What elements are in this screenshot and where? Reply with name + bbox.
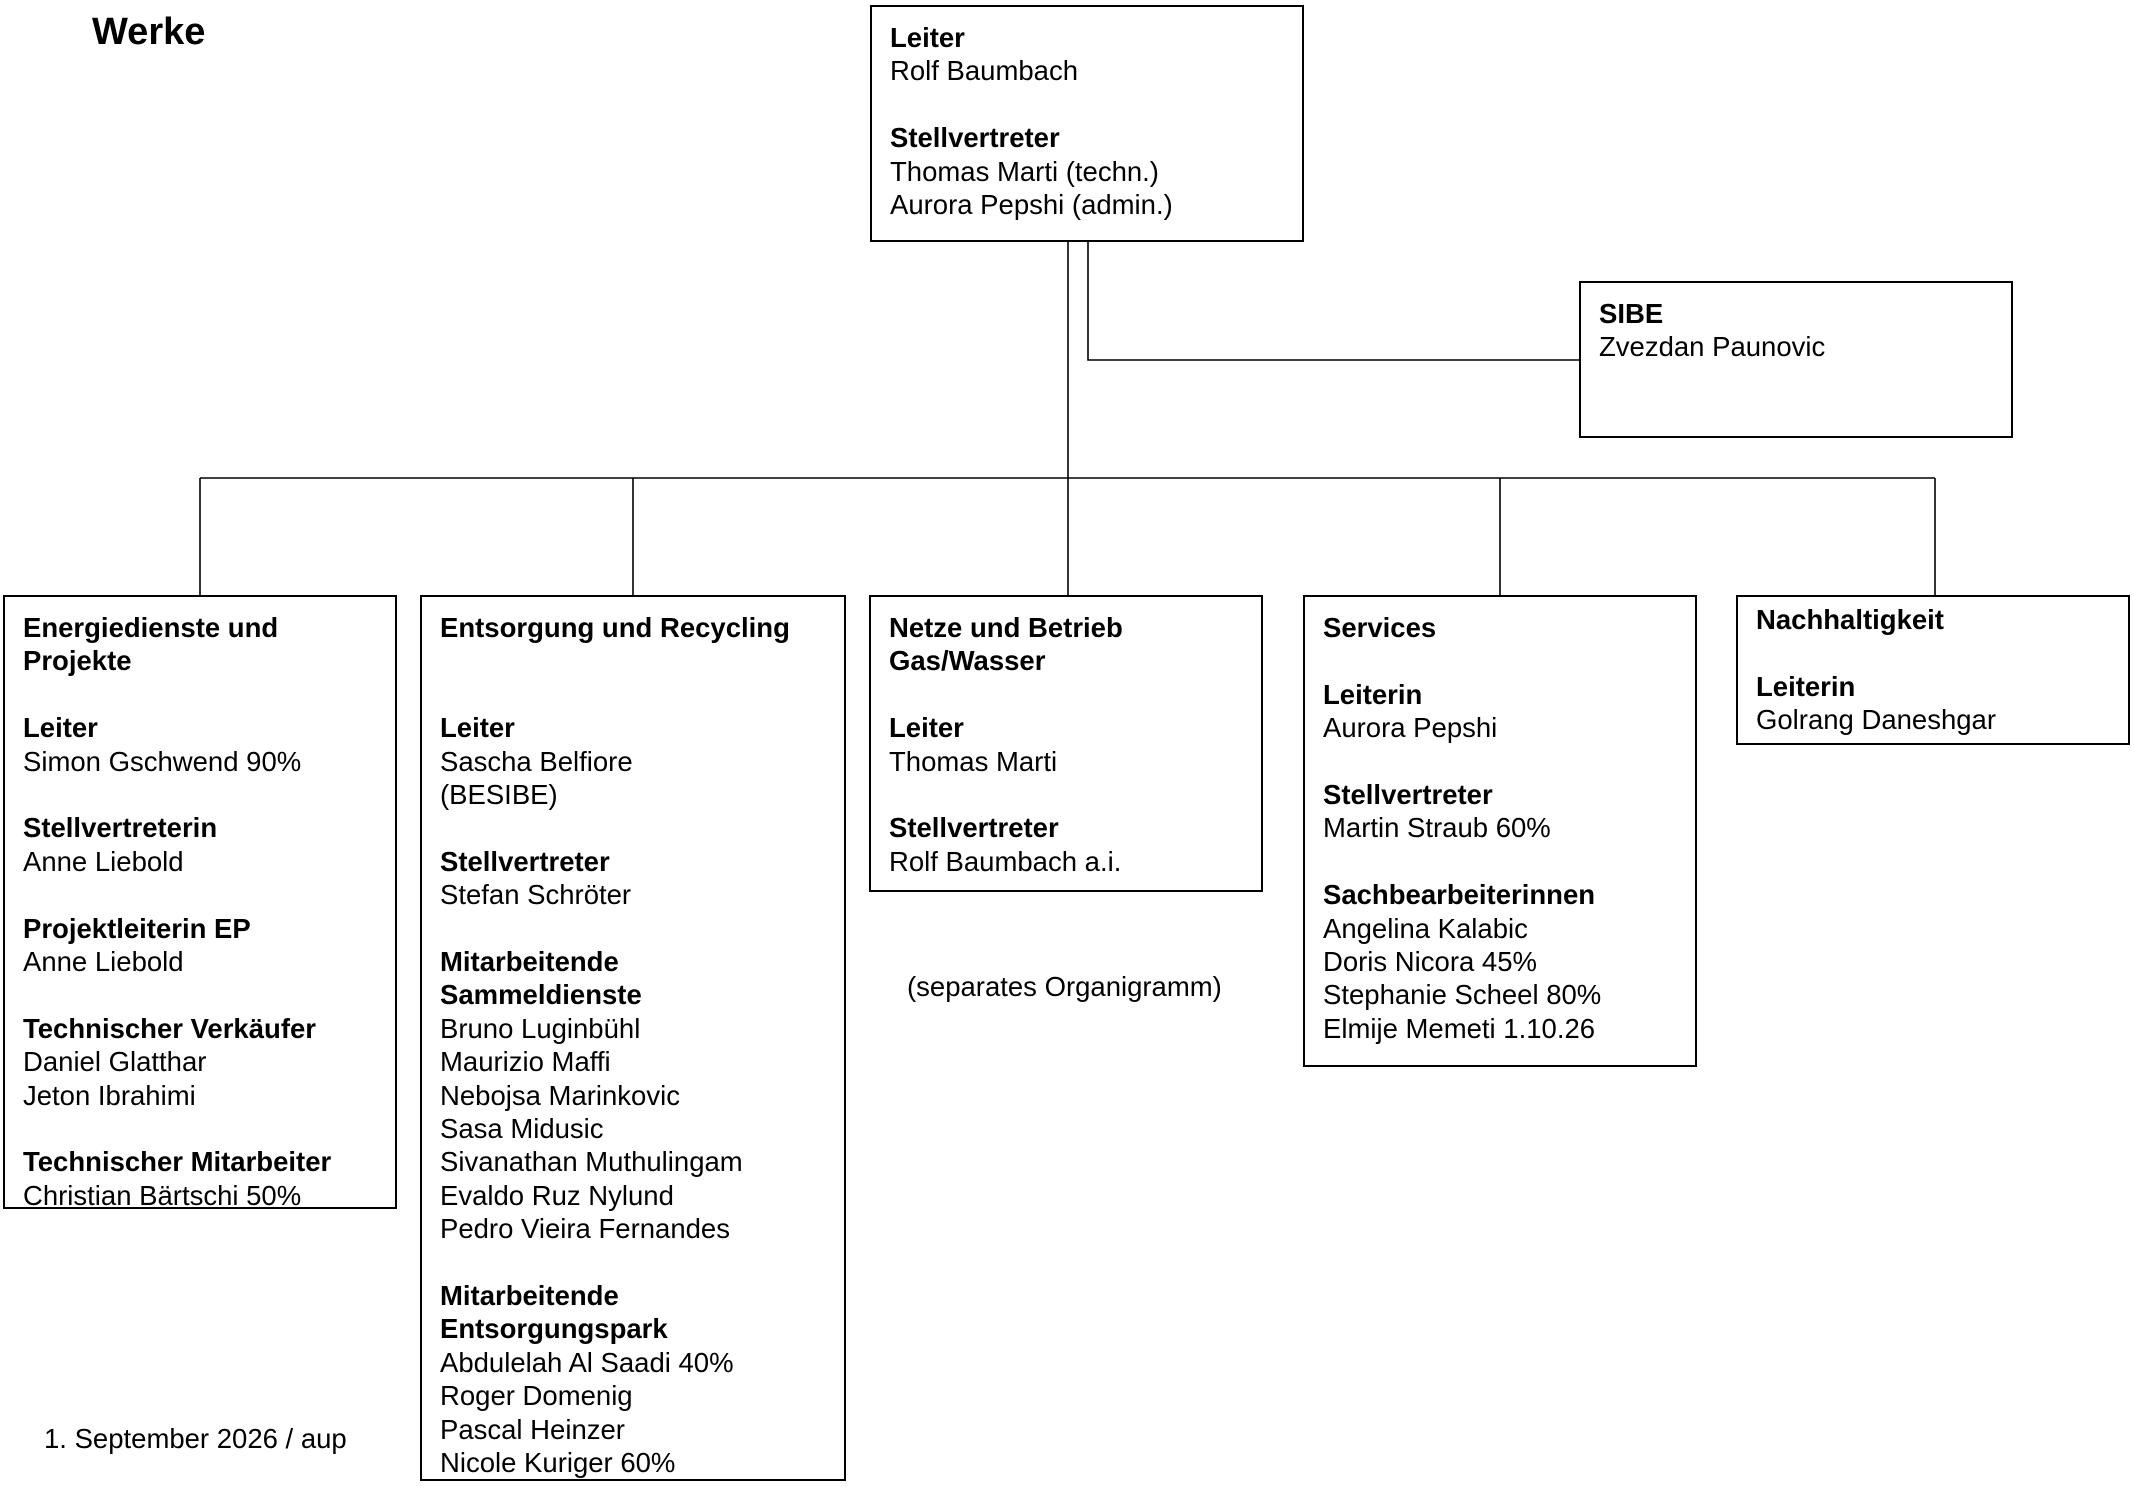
person-entry: Anne Liebold — [23, 845, 184, 877]
person-entry: Thomas Marti — [889, 745, 1058, 777]
person-entry: Rolf Baumbach a.i. — [889, 845, 1122, 877]
section-stellvertreter — [440, 845, 826, 912]
section-leiterin — [1323, 678, 1677, 745]
department-heading-line: Nachhaltigkeit — [1756, 604, 1944, 635]
person-entry: Thomas Marti (techn.) — [890, 155, 1159, 187]
section-title: Mitarbeitende — [440, 1280, 619, 1312]
department-heading-line: Gas/Wasser — [889, 645, 1046, 677]
person-entry: Sivanathan Muthulingam — [440, 1146, 743, 1178]
section-title: Technischer Verkäufer — [23, 1012, 316, 1044]
section-title: Leiter — [890, 22, 965, 53]
department-heading-line — [440, 644, 826, 677]
section-mitarbeitende — [440, 945, 826, 1246]
person-entry: (BESIBE) — [440, 779, 558, 811]
person-entry: Stefan Schröter — [440, 879, 632, 911]
section-title: Stellvertreterin — [23, 812, 218, 844]
person-entry: Pascal Heinzer — [440, 1413, 625, 1445]
department-services-box — [1303, 595, 1697, 1067]
person-entry: Rolf Baumbach — [890, 55, 1079, 87]
department-entsorgung-box — [420, 595, 846, 1481]
department-heading-line: Energiedienste und — [23, 612, 279, 643]
section-stellvertreter — [889, 811, 1243, 878]
department-heading — [889, 611, 1243, 678]
section-title: Stellvertreter — [1323, 779, 1493, 810]
section-sachbearbeiterinnen — [1323, 878, 1677, 1045]
person-entry: Sascha Belfiore — [440, 745, 633, 777]
department-heading-line: Projekte — [23, 645, 132, 677]
person-entry: Evaldo Ruz Nylund — [440, 1179, 674, 1211]
section-title: Leiter — [23, 712, 98, 744]
person-entry: Abdulelah Al Saadi 40% — [440, 1346, 734, 1378]
top-management-box — [870, 5, 1304, 242]
page-title: Werke — [92, 11, 206, 53]
section-leiter — [440, 711, 826, 811]
person-entry: Nicole Kuriger 60% — [440, 1447, 676, 1479]
date-footer: 1. September 2026 / aup — [44, 1423, 347, 1454]
section-title: Stellvertreter — [890, 122, 1060, 154]
person-entry: Simon Gschwend 90% — [23, 745, 302, 777]
department-heading-line: Services — [1323, 612, 1437, 643]
person-entry: Elmije Memeti 1.10.26 — [1323, 1012, 1596, 1044]
section-technischer-verkaeufer — [23, 1012, 377, 1112]
section-title: Leiterin — [1756, 670, 1856, 702]
connector-sibe — [1088, 241, 1580, 360]
person-entry: Zvezdan Paunovic — [1599, 331, 1826, 363]
section-title: Leiter — [889, 712, 964, 744]
section-title: Sammeldienste — [440, 979, 642, 1011]
section-stellvertreter — [890, 121, 1284, 221]
person-entry: Maurizio Maffi — [440, 1046, 611, 1078]
section-title: Leiter — [440, 712, 515, 744]
section-title: SIBE — [1599, 298, 1664, 329]
person-entry: Stephanie Scheel 80% — [1323, 979, 1602, 1011]
person-entry: Doris Nicora 45% — [1323, 946, 1537, 978]
section-title: Entsorgungspark — [440, 1313, 668, 1345]
person-entry: Bruno Luginbühl — [440, 1012, 641, 1044]
person-entry: Jeton Ibrahimi — [23, 1079, 196, 1111]
person-entry: Pedro Vieira Fernandes — [440, 1213, 730, 1245]
section-projektleiterin-ep — [23, 912, 377, 979]
section-stellvertreter — [1323, 778, 1677, 845]
department-heading — [23, 611, 377, 678]
department-heading-line: Entsorgung und Recycling — [440, 612, 790, 643]
section-title: Technischer Mitarbeiter — [23, 1146, 332, 1178]
person-entry: Angelina Kalabic — [1323, 912, 1528, 944]
department-heading — [1323, 611, 1677, 644]
section-technischer-mitarbeiter — [23, 1145, 377, 1212]
person-entry: Aurora Pepshi (admin.) — [890, 189, 1173, 221]
sibe-box — [1579, 281, 2013, 438]
person-entry: Golrang Daneshgar — [1756, 704, 1997, 736]
department-heading-line: Netze und Betrieb — [889, 612, 1123, 643]
person-entry: Sasa Midusic — [440, 1113, 604, 1145]
section-stellvertreterin — [23, 811, 377, 878]
person-entry: Anne Liebold — [23, 946, 184, 978]
section-leiter — [23, 711, 377, 778]
person-entry: Aurora Pepshi — [1323, 712, 1498, 744]
department-nachhaltigkeit-box — [1736, 595, 2130, 745]
section-leiter — [889, 711, 1243, 778]
section-leiter — [890, 21, 1284, 88]
separate-organigram-note: (separates Organigramm) — [907, 971, 1222, 1002]
department-heading — [1756, 603, 2110, 636]
person-entry: Nebojsa Marinkovic — [440, 1079, 680, 1111]
department-energiedienste-box — [3, 595, 397, 1209]
section-title: Projektleiterin EP — [23, 912, 251, 944]
section-title: Leiterin — [1323, 678, 1423, 710]
department-netze-box — [869, 595, 1263, 892]
section-title: Stellvertreter — [889, 812, 1059, 844]
person-entry: Christian Bärtschi 50% — [23, 1179, 302, 1211]
section-leiterin — [1756, 670, 2110, 737]
person-entry: Martin Straub 60% — [1323, 812, 1551, 844]
person-entry: Daniel Glatthar — [23, 1046, 207, 1078]
section-title: Mitarbeitende — [440, 946, 619, 978]
section-title: Stellvertreter — [440, 845, 610, 877]
person-entry: Roger Domenig — [440, 1380, 633, 1412]
section-mitarbeitende — [440, 1279, 826, 1479]
section-title: Sachbearbeiterinnen — [1323, 879, 1596, 911]
section-sibe — [1599, 297, 1993, 364]
department-heading — [440, 611, 826, 678]
